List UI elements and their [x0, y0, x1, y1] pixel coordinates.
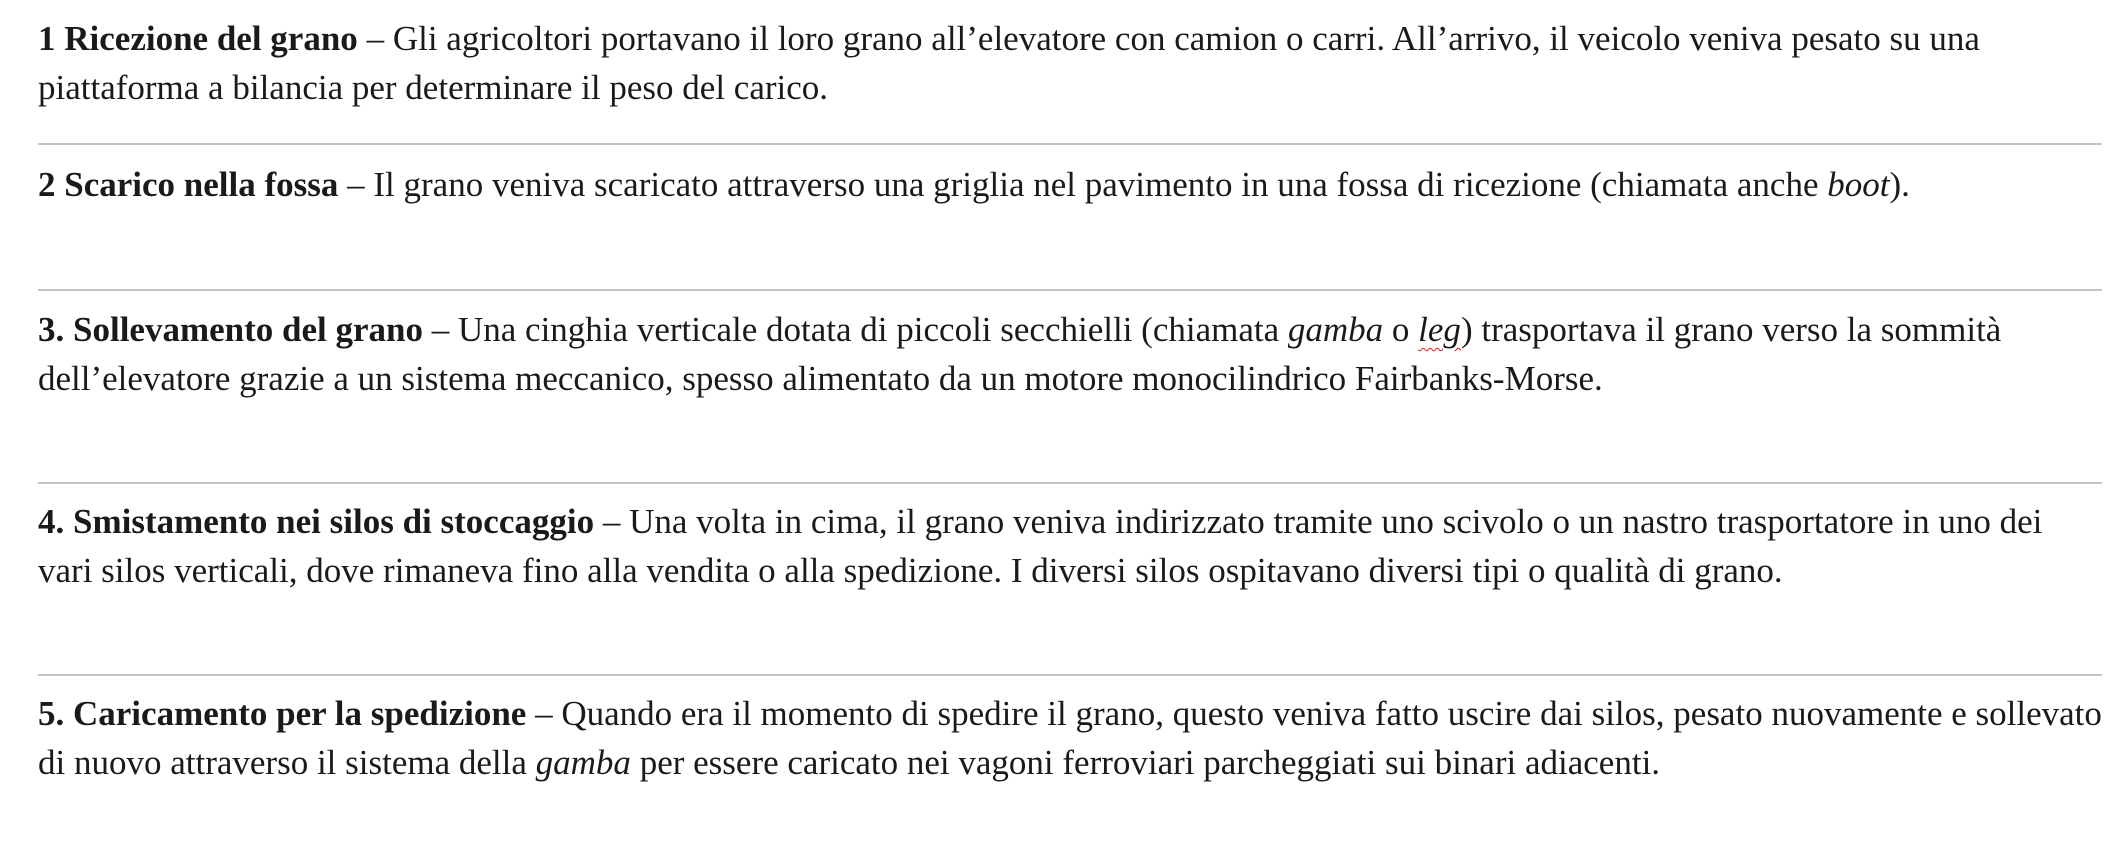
step-1-title: 1 Ricezione del grano — [38, 19, 358, 58]
step-2-text-a: Il grano veniva scaricato attraverso una griglia nel pavimento in una fossa di ricezione (chiamata anche — [373, 165, 1828, 204]
step-2-dash: – — [338, 165, 374, 204]
step-3-title: 3. Sollevamento del grano — [38, 310, 423, 349]
step-2-italic-boot: boot — [1827, 165, 1890, 204]
step-1-text: Gli agricoltori portavano il loro grano all’elevatore con camion o carri. All’arrivo, il veicolo veniva pesato su una piattaforma a bilancia per determinare il peso del carico. — [38, 19, 1980, 107]
step-5-text-a: Quando era il momento di spedire il grano, questo veniva fatto uscire dai silos, pesato nuovamente e sollevato di nuovo attraverso il sistema della — [38, 694, 2102, 782]
step-5-text-b: per essere caricato nei vagoni ferroviari parcheggiati sui binari adiacenti. — [630, 743, 1661, 782]
step-1-paragraph — [38, 14, 2102, 112]
step-3-italic-leg-misspelled[interactable]: leg — [1418, 310, 1461, 349]
step-4-title: 4. Smistamento nei silos di stoccaggio — [38, 502, 595, 541]
step-5-paragraph — [38, 689, 2102, 787]
divider-2 — [38, 289, 2102, 291]
step-4-text: Una volta in cima, il grano veniva indirizzato tramite uno scivolo o un nastro trasportatore in uno dei vari silos verticali, dove rimaneva fino alla vendita o alla spedizione. I diversi silos ospitavano diversi tipi o qualità di grano. — [38, 502, 2043, 590]
step-3-text-c: ) trasportava il grano verso la sommità dell’elevatore grazie a un sistema meccanico, spesso alimentato da un motore monocilindrico Fairbanks-Morse. — [38, 310, 2002, 398]
step-5-italic-gamba: gamba — [535, 743, 631, 782]
step-2-text-b: ). — [1889, 165, 1910, 204]
divider-4 — [38, 674, 2102, 676]
step-4-dash: – — [594, 502, 630, 541]
step-5-dash: – — [526, 694, 562, 733]
step-5-title: 5. Caricamento per la spedizione — [38, 694, 527, 733]
step-3-italic-gamba: gamba — [1287, 310, 1384, 349]
step-2-title: 2 Scarico nella fossa — [38, 165, 339, 204]
step-3-text-b: o — [1383, 310, 1419, 349]
divider-3 — [38, 482, 2102, 484]
step-4-paragraph — [38, 497, 2102, 595]
step-2-paragraph — [38, 160, 2102, 209]
step-3-text-a: Una cinghia verticale dotata di piccoli secchielli (chiamata — [457, 310, 1288, 349]
step-3-dash: – — [422, 310, 458, 349]
step-1-dash: – — [357, 19, 393, 58]
step-3-paragraph — [38, 305, 2102, 403]
divider-1 — [38, 143, 2102, 145]
